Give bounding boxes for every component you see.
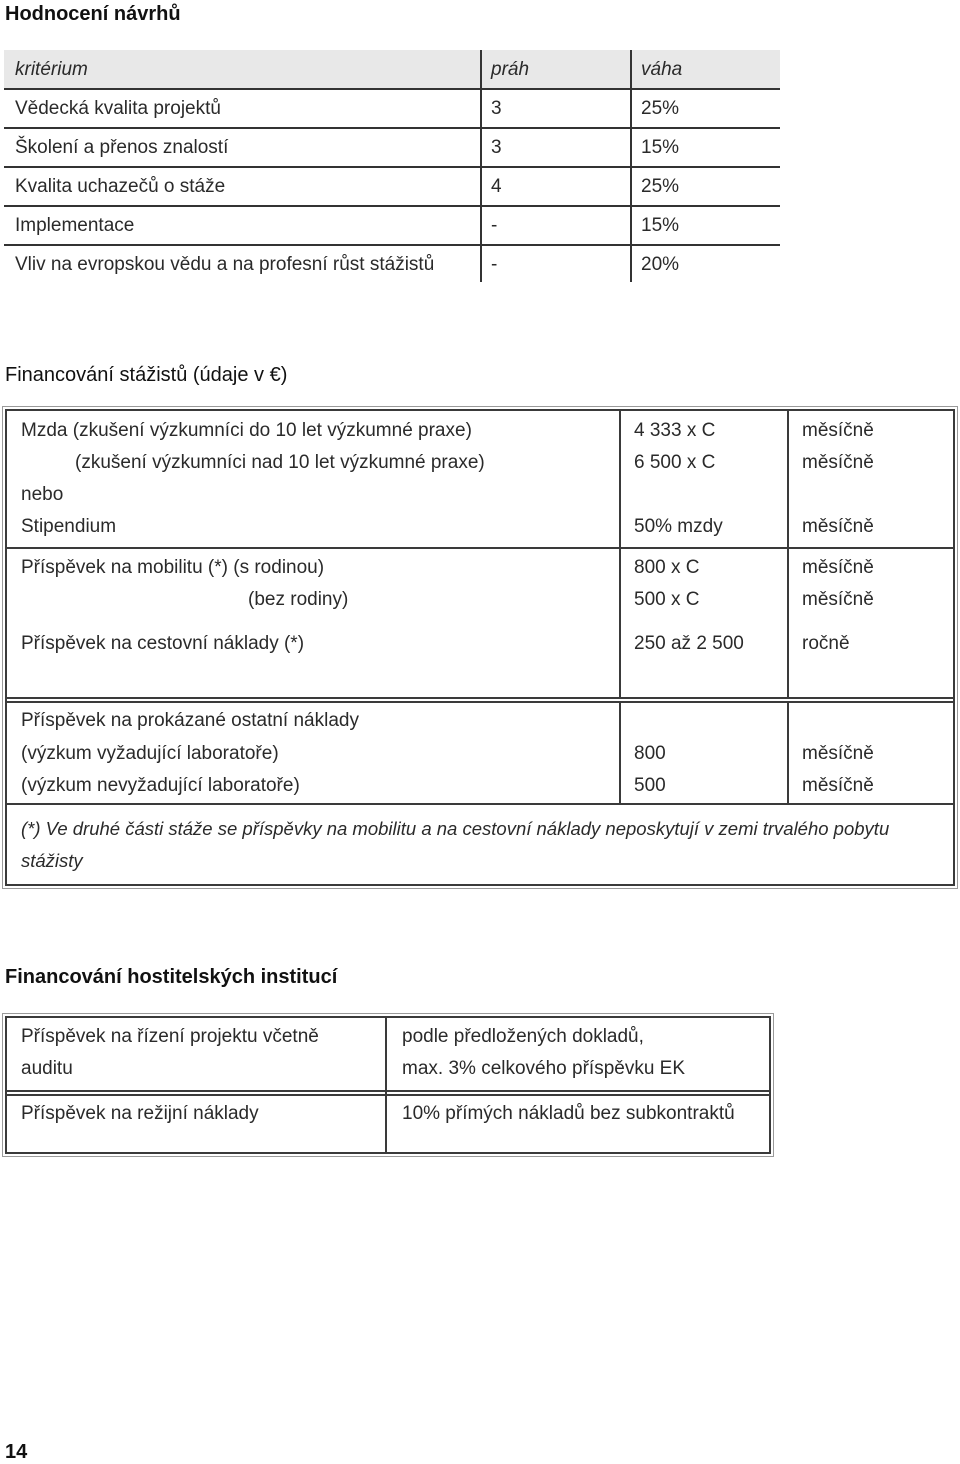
criteria-row-divider [4,127,780,129]
management-contribution-label: auditu [21,1058,73,1079]
criteria-row-divider [4,166,780,168]
stipend-period: měsíčně [802,516,874,537]
other-costs-period: měsíčně [802,775,874,796]
page-number: 14 [5,1441,28,1463]
criteria-row-criterion: Vědecká kvalita projektů [15,98,221,119]
funding-row-divider [7,697,953,699]
management-contribution-label: Příspěvek na řízení projektu včetně [21,1026,319,1047]
salary-period: měsíčně [802,420,874,441]
stipend-amount: 50% mzdy [634,516,723,537]
criteria-row-divider [4,205,780,207]
salary-amount: 6 500 x C [634,452,716,473]
criteria-header-weight: váha [641,59,683,80]
funding-column-divider [619,701,621,805]
section-title-host-funding: Financování hostitelských institucí [5,966,338,988]
management-contribution-value: max. 3% celkového příspěvku EK [402,1058,686,1079]
funding-column-divider [787,411,789,697]
or-label: nebo [21,484,64,505]
criteria-row-criterion: Vliv na evropskou vědu a na profesní růst stážistů [15,254,435,275]
other-costs-period: měsíčně [802,743,874,764]
footnote: stážisty [21,850,83,871]
criteria-row-threshold: - [491,215,498,236]
funding-column-divider [619,411,621,697]
stipend-label: Stipendium [21,516,117,537]
criteria-row-divider [4,244,780,246]
section-title-evaluation: Hodnocení návrhů [5,3,181,25]
criteria-header-threshold: práh [491,59,530,80]
criteria-row-threshold: 4 [491,176,502,197]
criteria-row-weight: 25% [641,98,680,119]
overhead-contribution-label: Příspěvek na režijní náklady [21,1103,259,1124]
criteria-row-criterion: Implementace [15,215,135,236]
salary-label: Mzda (zkušení výzkumníci do 10 let výzkumné praxe) [21,420,472,441]
mobility-label: Příspěvek na mobilitu (*) (s rodinou) [21,557,325,578]
criteria-row-weight: 20% [641,254,680,275]
funding-row-divider [7,701,953,703]
mobility-amount: 800 x C [634,557,700,578]
funding-row-divider [7,547,953,549]
footnote: (*) Ve druhé části stáže se příspěvky na mobilitu a na cestovní náklady neposkytují v zemi trvalého pobytu [21,818,890,839]
funding-row-divider [7,803,953,805]
other-costs-amount: 500 [634,775,666,796]
mobility-amount: 500 x C [634,589,700,610]
salary-period: měsíčně [802,452,874,473]
travel-amount: 250 až 2 500 [634,633,744,654]
host-column-divider [385,1018,387,1152]
salary-amount: 4 333 x C [634,420,716,441]
criteria-row-weight: 15% [641,215,680,236]
criteria-row-criterion: Kvalita uchazečů o stáže [15,176,226,197]
criteria-row-threshold: 3 [491,98,502,119]
mobility-label: (bez rodiny) [248,589,349,610]
overhead-contribution-value: 10% přímých nákladů bez subkontraktů [402,1103,735,1124]
other-costs-label: (výzkum nevyžadující laboratoře) [21,775,300,796]
management-contribution-value: podle předložených dokladů, [402,1026,644,1047]
other-costs-amount: 800 [634,743,666,764]
criteria-row-divider [4,88,780,90]
host-row-divider [7,1094,769,1096]
salary-label: (zkušení výzkumníci nad 10 let výzkumné praxe) [75,452,485,473]
criteria-row-weight: 15% [641,137,680,158]
host-row-divider [7,1090,769,1092]
criteria-row-threshold: - [491,254,498,275]
other-costs-label: (výzkum vyžadující laboratoře) [21,743,279,764]
section-title-fellow-funding: Financování stážistů (údaje v €) [5,364,288,386]
mobility-period: měsíčně [802,557,874,578]
travel-label: Příspěvek na cestovní náklady (*) [21,633,305,654]
criteria-row-weight: 25% [641,176,680,197]
travel-period: ročně [802,633,850,654]
criteria-row-threshold: 3 [491,137,502,158]
funding-column-divider [787,701,789,805]
criteria-header-criterion: kritérium [15,59,88,80]
criteria-row-criterion: Školení a přenos znalostí [15,137,229,158]
mobility-period: měsíčně [802,589,874,610]
other-costs-title: Příspěvek na prokázané ostatní náklady [21,710,359,731]
